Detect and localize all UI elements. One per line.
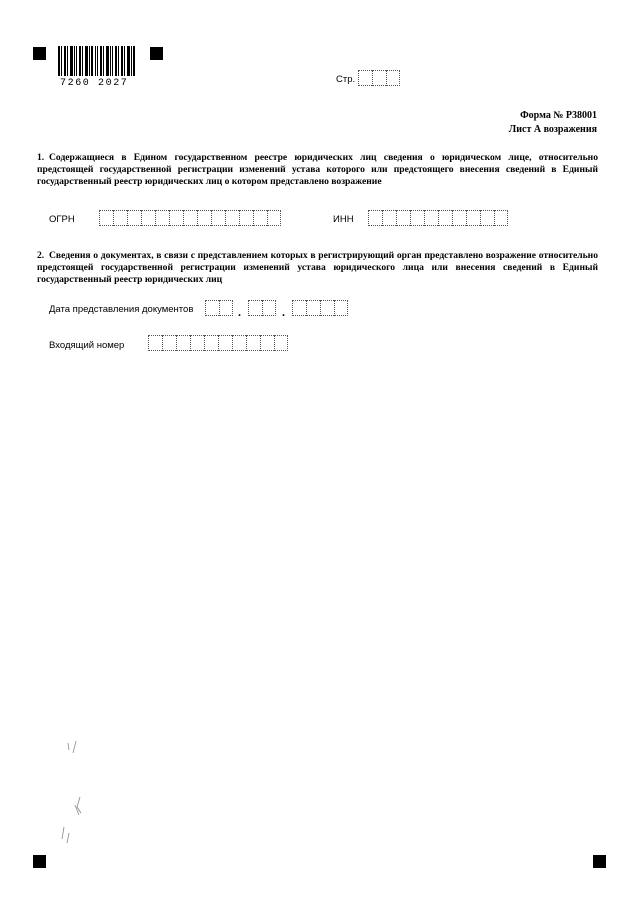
- input-cell[interactable]: [113, 210, 127, 226]
- input-cell[interactable]: [452, 210, 466, 226]
- date-year-field[interactable]: [292, 300, 348, 316]
- input-cell[interactable]: [162, 335, 176, 351]
- date-day-field[interactable]: [205, 300, 233, 316]
- input-cell[interactable]: [262, 300, 276, 316]
- input-cell[interactable]: [372, 70, 386, 86]
- input-cell[interactable]: [396, 210, 410, 226]
- date-label: Дата представления документов: [49, 304, 194, 315]
- input-cell[interactable]: [424, 210, 438, 226]
- registration-marker-top-left: [33, 47, 46, 60]
- input-cell[interactable]: [382, 210, 396, 226]
- input-cell[interactable]: [127, 210, 141, 226]
- input-cell[interactable]: [141, 210, 155, 226]
- input-cell[interactable]: [306, 300, 320, 316]
- sheet-title: Лист А возражения: [508, 124, 597, 135]
- page-label: Стр.: [336, 74, 356, 85]
- ogrn-label: ОГРН: [49, 214, 75, 225]
- input-cell[interactable]: [205, 300, 219, 316]
- section-1-heading: [37, 152, 598, 188]
- input-cell[interactable]: [253, 210, 267, 226]
- date-separator-2: .: [282, 305, 285, 319]
- input-cell[interactable]: [155, 210, 169, 226]
- input-cell[interactable]: [239, 210, 253, 226]
- input-cell[interactable]: [219, 300, 233, 316]
- section-1-number: 1.: [37, 152, 45, 163]
- pen-mark: [60, 735, 100, 855]
- input-cell[interactable]: [292, 300, 306, 316]
- page-number-cells[interactable]: [358, 70, 400, 86]
- input-cell[interactable]: [232, 335, 246, 351]
- input-cell[interactable]: [320, 300, 334, 316]
- input-cell[interactable]: [176, 335, 190, 351]
- barcode-image: [58, 46, 136, 76]
- registration-marker-bottom-left: [33, 855, 46, 868]
- incoming-number-field[interactable]: [148, 335, 288, 351]
- registration-marker-bottom-right: [593, 855, 606, 868]
- input-cell[interactable]: [99, 210, 113, 226]
- date-month-field[interactable]: [248, 300, 276, 316]
- input-cell[interactable]: [466, 210, 480, 226]
- input-cell[interactable]: [260, 335, 274, 351]
- input-cell[interactable]: [211, 210, 225, 226]
- input-cell[interactable]: [358, 70, 372, 86]
- input-cell[interactable]: [410, 210, 424, 226]
- inn-field[interactable]: [368, 210, 508, 226]
- input-cell[interactable]: [190, 335, 204, 351]
- input-cell[interactable]: [334, 300, 348, 316]
- input-cell[interactable]: [246, 335, 260, 351]
- input-cell[interactable]: [204, 335, 218, 351]
- section-2-heading: [37, 250, 598, 286]
- incoming-number-label: Входящий номер: [49, 340, 125, 351]
- input-cell[interactable]: [274, 335, 288, 351]
- date-separator-1: .: [238, 305, 241, 319]
- barcode-number: 7260 2027: [60, 78, 129, 89]
- input-cell[interactable]: [267, 210, 281, 226]
- registration-marker-top-right: [150, 47, 163, 60]
- input-cell[interactable]: [225, 210, 239, 226]
- input-cell[interactable]: [480, 210, 494, 226]
- input-cell[interactable]: [169, 210, 183, 226]
- input-cell[interactable]: [494, 210, 508, 226]
- input-cell[interactable]: [368, 210, 382, 226]
- form-number: Форма № Р38001: [520, 110, 597, 121]
- input-cell[interactable]: [183, 210, 197, 226]
- section-1-text: Содержащиеся в Едином государственном реестре юридических лиц сведения о юридическом лице, относительно предстоящей государственной регистрации изменений устава которого или предстоящего внесения сведений в Единый государственный реестр юридических лиц о котором представлено возражение: [37, 152, 598, 187]
- section-2-number: 2.: [37, 250, 45, 261]
- ogrn-field[interactable]: [99, 210, 281, 226]
- input-cell[interactable]: [197, 210, 211, 226]
- input-cell[interactable]: [248, 300, 262, 316]
- inn-label: ИНН: [333, 214, 354, 225]
- input-cell[interactable]: [386, 70, 400, 86]
- input-cell[interactable]: [218, 335, 232, 351]
- input-cell[interactable]: [148, 335, 162, 351]
- section-2-text: Сведения о документах, в связи с представлением которых в регистрирующий орган представлено возражение относительно предстоящей государственной регистрации изменений устава юридического лица или внесения сведений в Единый государственный реестр юридических лиц: [37, 250, 598, 285]
- input-cell[interactable]: [438, 210, 452, 226]
